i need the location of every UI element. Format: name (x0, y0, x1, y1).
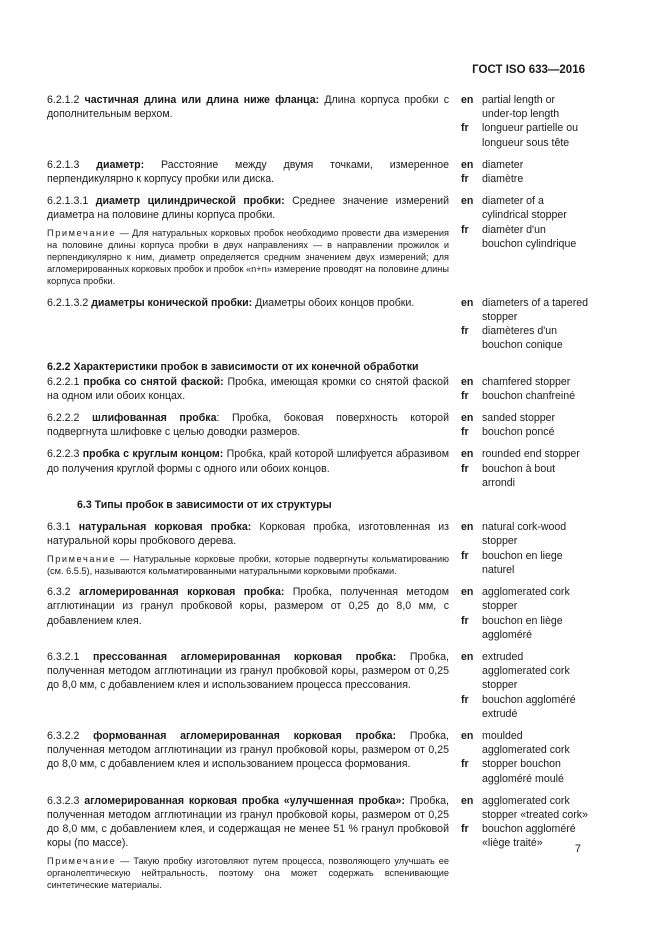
page-number: 7 (574, 843, 581, 855)
term-name: диаметр цилиндрической пробки: (95, 195, 285, 208)
term-entry-6-3-2-2 (47, 729, 592, 786)
term-name: прессованная агломерированная корковая пробка: (92, 650, 397, 663)
term-fr: bouchon poncé (482, 426, 555, 439)
section-heading-6-3: 6.3 Типы пробок в зависимости от их структуры (77, 499, 332, 512)
term-fr: bouchon aggloméré «liège traité» (482, 823, 576, 850)
definition: 6.2.1.3.2 диаметры конической пробки: Диаметры обоих концов пробки. (47, 296, 415, 309)
term-name: формованная агломерированная корковая пробка: (93, 729, 397, 742)
term-fr: diamèteres d'un bouchon conique (482, 325, 563, 352)
term-en: sanded stopper (482, 412, 556, 425)
translations: en natural cork-wood stopper fr bouchon en liege naturel (461, 520, 588, 577)
translations: en agglomerated cork stopper «treated cork» fr bouchon aggloméré «liège traité» (461, 794, 588, 850)
translations: en diameter of a cylindrical stopper fr diamèter d'un bouchon cylindrique (461, 194, 588, 287)
definition: 6.2.1.3.1 диаметр цилиндрической пробки: Среднее значение измерений диаметра на половине длины корпуса пробки. Примечание — Для натуральных корковых пробок необходимо провести два измерения на половине длины корпуса пробки в двух направлениях — в направлении прожилок и перпендикулярно к ним, диаметр определяется средним значением двух измерений; для агломерированных корковых пробок и пробок «n+n» измерение проводят на половине длины корпуса пробки. (47, 195, 449, 287)
term-en: moulded agglomerated cork (482, 729, 570, 757)
term-entry-6-2-1-3-1 (47, 194, 592, 287)
term-entry-6-2-1-3 (47, 158, 592, 186)
term-fr: stopper bouchon aggloméré moulé (482, 758, 564, 785)
term-fr: bouchon à bout arrondi (482, 462, 556, 489)
term-fr: bouchon aggloméré extrudé (482, 693, 576, 720)
definition: 6.2.2.2 шлифованная пробка: Пробка, боковая поверхность которой подвергнута шлифовке с целью доводки размеров. (47, 412, 449, 439)
term-entry-6-3-2 (47, 585, 592, 642)
note: Примечание — Натуральные корковые пробки, которые подвергнуты кольматированию (см. 6.5.5), называются кольматированными натуральными корковыми пробками. (47, 553, 449, 576)
term-fr: longueur partielle ou longueur sous tête (482, 122, 579, 149)
term-name: диаметры конической пробки: (91, 296, 253, 309)
term-en: diameter (482, 158, 524, 171)
note-label: Примечание (47, 553, 117, 564)
term-en: agglomerated cork stopper «treated cork» (482, 794, 588, 821)
term-name: шлифованная пробка (92, 412, 217, 425)
term-name: агломерированная корковая пробка: (78, 586, 285, 599)
term-en: diameter of a cylindrical stopper (482, 195, 567, 222)
term-fr: bouchon en liège aggloméré (482, 614, 563, 641)
note-label: Примечание (47, 227, 117, 238)
document-body (47, 93, 592, 899)
definition: 6.2.2.3 пробка с круглым концом: Пробка, край которой шлифуется абразивом до получения круглой формы с одного или обоих концов. (47, 448, 449, 475)
term-fr: diamèter d'un bouchon cylindrique (482, 223, 577, 250)
note-label: Примечание (47, 855, 117, 866)
term-entry-6-3-2-3 (47, 794, 592, 891)
note: Примечание — Такую пробку изготовляют путем процесса, позволяющего улучшать ее органолептическую нейтральность, поэтому она может содержать вспенивающие синтетические материалы. (47, 855, 449, 890)
term-entry-6-3-2-1 (47, 650, 592, 721)
translations: en partial length or under-top length fr longueur partielle ou longueur sous tête (461, 93, 588, 150)
term-fr: diamètre (482, 173, 524, 186)
term-fr: bouchon en liege naturel (482, 549, 563, 576)
term-entry-6-2-1-3-2 (47, 296, 592, 353)
term-entry-6-2-2-3 (47, 447, 592, 490)
term-en: chamfered stopper (482, 375, 571, 388)
term-en: extruded agglomerated cork stopper (482, 650, 570, 692)
document-header: ГОСТ ISO 633—2016 (472, 64, 585, 76)
term-name: натуральная корковая пробка: (78, 521, 252, 534)
definition: 6.2.2.1 пробка со снятой фаской: Пробка, имеющая кромки со снятой фаской на одном или обоих концах. (47, 375, 449, 402)
definition: 6.3.1 натуральная корковая пробка: Корковая пробка, изготовленная из натуральной коры пробкового дерева. Примечание — Натуральные корковые пробки, которые подвергнуты кольматированию (см. 6.5.5), называются кольматированными натуральными корковыми пробками. (47, 521, 450, 576)
translations: en diameters of a tapered stopper fr diamèteres d'un bouchon conique (461, 296, 588, 352)
term-name: пробка с круглым концом: (82, 448, 224, 461)
section-heading-6-2-2: 6.2.2 Характеристики пробок в зависимости от их конечной обработки (47, 361, 419, 374)
term-name: агломерированная корковая пробка «улучшенная пробка»: (84, 794, 405, 807)
term-en: agglomerated cork stopper (482, 586, 570, 613)
term-en: rounded end stopper (482, 448, 580, 461)
term-name: пробка со снятой фаской: (83, 375, 224, 388)
translations: en moulded agglomerated cork fr stopper bouchon aggloméré moulé (461, 729, 588, 786)
term-en: diameters of a tapered stopper (482, 296, 588, 323)
term-name: частичная длина или длина ниже фланца: (84, 94, 320, 106)
definition: 6.3.2.1 прессованная агломерированная корковая пробка: Пробка, полученная методом агглютинации из гранул пробковой коры, размером от 0,25 до 8,0 мм, с добавлением клея и использованием процесса прессования. (47, 650, 449, 692)
term-en: partial length or under-top length (482, 94, 560, 121)
note: Примечание — Для натуральных корковых пробок необходимо провести два измерения на половине длины корпуса пробки в двух направлениях — в направлении прожилок и перпендикулярно к ним, диаметр определяется средним значением двух измерений; для агломерированных корковых пробок и пробок «n+n» измерение проводят на половине длины корпуса пробки. (47, 227, 449, 287)
translations: en extruded agglomerated cork stopper fr bouchon aggloméré extrudé (461, 650, 588, 721)
definition: 6.2.1.2 частичная длина или длина ниже фланца: Длина корпуса пробки с дополнительным верхом. (47, 94, 449, 121)
definition: 6.2.1.3 диаметр: Расстояние между двумя точками, измеренное перпендикулярно к корпусу пробки или диска. (47, 158, 449, 186)
definition: 6.3.2 агломерированная корковая пробка: Пробка, полученная методом агглютинации из гранул пробковой коры, размером от 0,25 до 8,0 мм, с добавлением клея. (47, 586, 449, 627)
definition: 6.3.2.3 агломерированная корковая пробка «улучшенная пробка»: Пробка, полученная методом агглютинации из гранул пробковой коры, размером от 0,25 до 8,0 мм, с добавлением клея, и содержащая не менее 51 % гранул пробковой коры (по массе). Примечание — Такую пробку изготовляют путем процесса, позволяющего улучшать ее органолептическую нейтральность, поэтому она может содержать вспенивающие синтетические материалы. (47, 794, 449, 890)
definition: 6.3.2.2 формованная агломерированная корковая пробка: Пробка, полученная методом агглютинации из гранул пробковой коры, размером от 0,25 до 8,0 мм, с добавлением клея и использованием процесса формования. (47, 729, 449, 771)
translations: en chamfered stopper fr bouchon chanfreiné (461, 375, 588, 403)
term-entry-6-2-1-2 (47, 93, 592, 150)
translations: en sanded stopper fr bouchon poncé (461, 411, 588, 439)
translations: en diameter fr diamètre (461, 158, 588, 186)
term-fr: bouchon chanfreiné (482, 389, 576, 402)
term-entry-6-2-2-2 (47, 411, 592, 439)
term-entry-6-3-1 (47, 520, 592, 577)
translations: en rounded end stopper fr bouchon à bout arrondi (461, 447, 588, 490)
term-entry-6-2-2-1 (47, 375, 592, 403)
term-en: natural cork-wood stopper (482, 521, 567, 548)
translations: en agglomerated cork stopper fr bouchon en liège aggloméré (461, 585, 588, 642)
term-name: диаметр: (96, 158, 145, 171)
